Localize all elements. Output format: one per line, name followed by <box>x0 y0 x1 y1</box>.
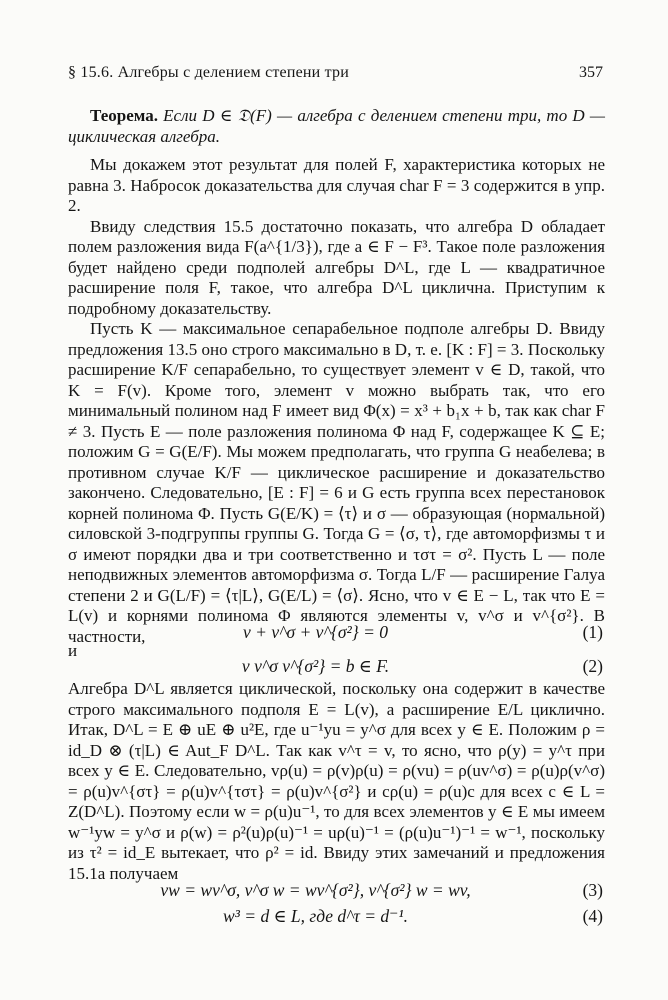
equation-formula: w³ = d ∈ L, где d^τ = d⁻¹. <box>222 906 408 926</box>
section-title: § 15.6. Алгебры с делением степени три <box>68 64 349 81</box>
theorem-label: Теорема. <box>90 106 158 125</box>
equation-1 <box>68 622 603 644</box>
paragraph-corollary: Ввиду следствия 15.5 достаточно показать, что алгебра D обладает полем разложения вида F(a^{1/3}), где a ∈ F − F³. Такое поле разложения будет найдено среди подполей алгебры D^L, где L — квадратичное расширение поля F, такое, что алгебра D^L циклична. Приступим к подробному доказательству. <box>68 216 605 318</box>
body-text <box>68 155 605 647</box>
paragraph-closing: Алгебра D^L является циклической, поскольку она содержит в качестве строго максимального подполя E = L(v), а расширение E/L циклично. Итак, D^L = E ⊕ uE ⊕ u²E, где u⁻¹yu = y^σ для всех y ∈ E. Положим ρ = id_D ⊗ (τ|L) ∈ Aut_F D^L. Так как v^τ = v, то ясно, что ρ(y) = y^τ при всех y ∈ E. Следовательно, vρ(u) = ρ(v)ρ(u) = ρ(vu) = ρ(uv^σ) = ρ(u)ρ(v^σ) = ρ(u)v^{στ} = ρ(u)v^{τστ} = ρ(u)v^{σ²} и cρ(u) = ρ(u)c для всех c ∈ L = Z(D^L). Поэтому если w = ρ(u)u⁻¹, то для всех элементов y ∈ E мы имеем w⁻¹yw = y^σ и ρ(w) = ρ²(u)ρ(u)⁻¹ = uρ(u)⁻¹ = (ρ(u)u⁻¹)⁻¹ = w⁻¹, поскольку из τ² = id_E вытекает, что ρ² = id. Ввиду этих замечаний и предложения 15.1a получаем <box>68 679 605 883</box>
paragraph-proof: Пусть K — максимальное сепарабельное подполе алгебры D. Ввиду предложения 13.5 оно строго максимально в D, т. е. [K : F] = 3. Поскольку расширение K/F сепарабельно, то существует элемент v ∈ D, такой, что K = F(v). Кроме того, элемент v можно выбрать так, что его минимальный полином над F имеет вид Φ(x) = x³ + b₁x + b, так как char F ≠ 3. Пусть E — поле разложения полинома Φ над F, содержащее K ⊆ E; положим G = G(E/F). Мы можем предполагать, что группа G неабелева; в противном случае K/F — циклическое расширение и доказательство закончено. Следовательно, [E : F] = 6 и G есть группа всех перестановок корней полинома Φ. Пусть G(E/K) = ⟨τ⟩ и σ — образующая (нормальной) силовской 3-подгруппы группы G. Тогда G = ⟨σ, τ⟩, где автоморфизмы τ и σ имеют порядки два и три соответственно и τστ = σ². Пусть L — поле неподвижных элементов автоморфизма σ. Тогда L/F — расширение Галуа степени 2 и G(L/F) = ⟨τ|L⟩, G(E/L) = ⟨σ⟩. Ясно, что v ∈ E − L, так что E = L(v) и корнями полинома Φ являются элементы v, v^σ и v^{σ²}. В частности, <box>68 319 605 646</box>
equation-formula: v v^σ v^{σ²} = b ∈ F. <box>241 656 390 676</box>
theorem-block <box>68 106 605 147</box>
equation-number: (1) <box>582 622 603 642</box>
theorem <box>68 106 605 147</box>
equation-number: (2) <box>582 656 603 676</box>
conjunction: и <box>68 641 78 660</box>
equation-formula: v + v^σ + v^{σ²} = 0 <box>243 622 388 642</box>
equation-formula: vw = wv^σ, v^σ w = wv^{σ²}, v^{σ²} w = wv, <box>160 880 471 900</box>
paragraph-intro: Мы докажем этот результат для полей F, характеристика которых не равна 3. Набросок доказательства для случая char F = 3 содержится в упр. 2. <box>68 155 605 215</box>
equation-4 <box>68 906 603 928</box>
page-number: 357 <box>579 64 603 81</box>
closing-text <box>68 679 605 884</box>
theorem-statement: Если D ∈ 𝔇(F) — алгебра с делением степени три, то D — циклическая алгебра. <box>68 106 606 146</box>
equation-3 <box>68 880 603 902</box>
equation-number: (3) <box>582 880 603 900</box>
equation-2 <box>68 656 603 678</box>
equation-number: (4) <box>582 906 603 926</box>
